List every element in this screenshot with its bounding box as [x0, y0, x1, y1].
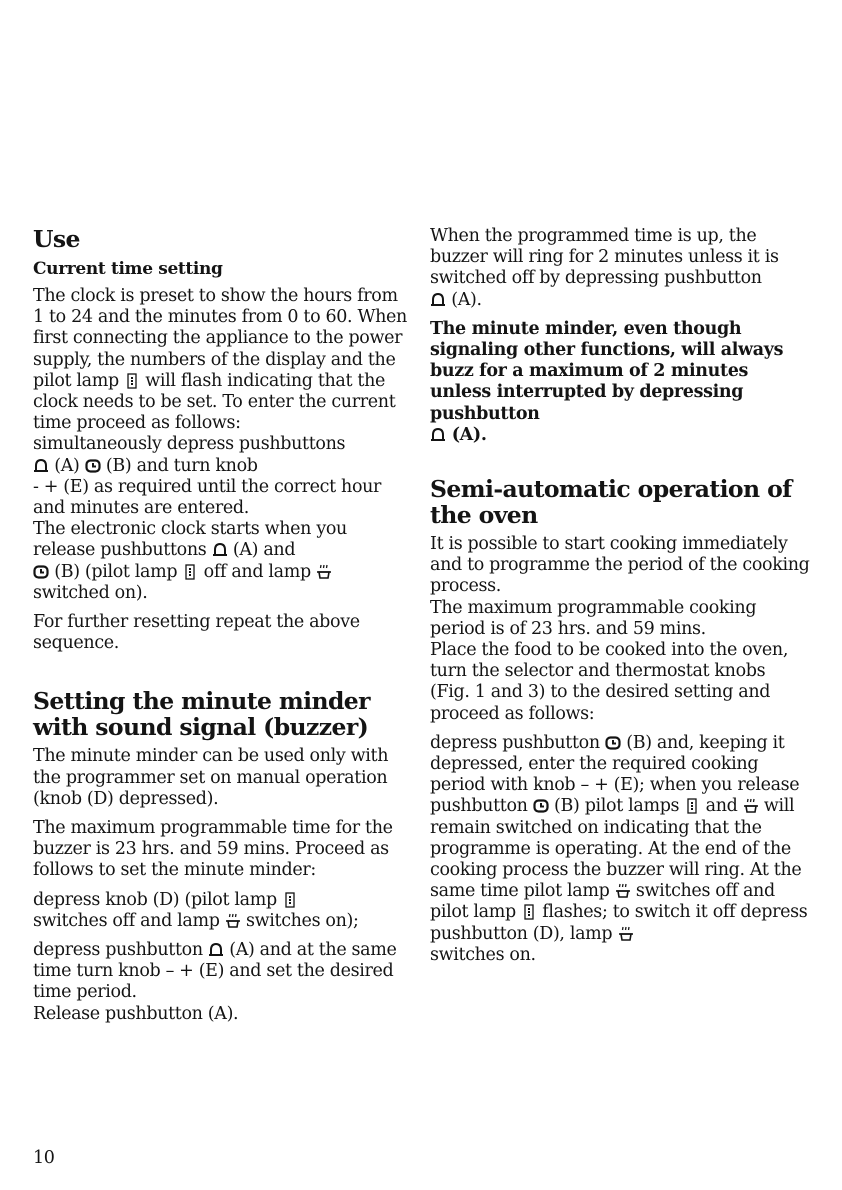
- left-column: [33, 226, 411, 1033]
- cooking-pot-icon: [618, 926, 634, 942]
- semi-auto-intro-paragraph: It is possible to start cooking immediately and to programme the period of the cooking process. The maximum programmable cooking period is of 23 hrs. and 59 mins. Place the food to be cooked into the oven, turn the selector and thermostat knobs (Fig. 1 and 3) to the desired setting and proceed as follows:: [430, 534, 810, 724]
- semi-auto-steps-paragraph: depress pushbutton (B) and, keeping it depressed, enter the required cooking period with knob – + (E); when you release pushbutton (B) pilot lamps and will remain switched on indicating that the programme is operating. At the end of the cooking process the buzzer will ring. At the same time pilot lamp switches off and pilot lamp flashes; to switch it off depress pushbutton (D), lamp switches on.: [430, 732, 808, 965]
- bell-icon: [208, 942, 224, 958]
- cooking-pot-icon: [225, 913, 241, 929]
- use-heading: Use: [33, 225, 80, 253]
- pilot-lamp-icon: [182, 564, 198, 580]
- clock-icon: [85, 458, 101, 474]
- bell-icon: [430, 292, 446, 308]
- minder-max-paragraph: The maximum programmable time for the buzzer is 23 hrs. and 59 mins. Proceed as follows to set the minute minder:: [33, 818, 393, 881]
- pilot-lamp-icon: [684, 798, 700, 814]
- current-time-paragraph: The clock is preset to show the hours from 1 to 24 and the minutes from 0 to 60. When first connecting the appliance to the power supply, the numbers of the display and the pilot lamp will flash indicating that the clock needs to be set. To enter the current time proceed as follows: simultaneously depress pushbuttons (A) (B) and turn knob - + (E) as required until the correct hour and minutes are entered. The electronic clock starts when you release pushbuttons (A) and (B) (pilot lamp off and lamp switched on).: [33, 286, 407, 603]
- cooking-pot-icon: [743, 798, 759, 814]
- pilot-lamp-icon: [282, 892, 298, 908]
- minute-minder-heading: Setting the minute minder with sound signal (buzzer): [33, 687, 370, 742]
- right-column: [430, 226, 810, 974]
- pilot-lamp-icon: [124, 373, 140, 389]
- clock-icon: [533, 798, 549, 814]
- page-number: 10: [33, 1148, 55, 1168]
- resetting-paragraph: For further resetting repeat the above sequence.: [33, 612, 360, 654]
- minder-manual-paragraph: The minute minder can be used only with the programmer set on manual operation (knob (D) depressed).: [33, 746, 389, 809]
- clock-icon: [33, 564, 49, 580]
- programmed-time-paragraph: When the programmed time is up, the buzzer will ring for 2 minutes unless it is switched off by depressing pushbutton (A).: [430, 226, 779, 310]
- current-time-heading: Current time setting: [33, 259, 223, 279]
- minder-warning-paragraph: The minute minder, even though signaling other functions, will always buzz for a maximum of 2 minutes unless interrupted by depressing pushbutton (A).: [430, 318, 784, 445]
- cooking-pot-icon: [316, 564, 332, 580]
- pilot-lamp-icon: [521, 904, 537, 920]
- minder-step1-paragraph: depress knob (D) (pilot lamp switches off and lamp switches on);: [33, 889, 359, 931]
- bell-icon: [212, 542, 228, 558]
- bell-icon: [33, 458, 49, 474]
- cooking-pot-icon: [615, 883, 631, 899]
- minder-step2-paragraph: depress pushbutton (A) and at the same time turn knob – + (E) and set the desired time period. Release pushbutton (A).: [33, 940, 397, 1024]
- bell-icon: [430, 427, 446, 443]
- clock-icon: [605, 735, 621, 751]
- semi-automatic-heading: Semi-automatic operation of the oven: [430, 475, 792, 530]
